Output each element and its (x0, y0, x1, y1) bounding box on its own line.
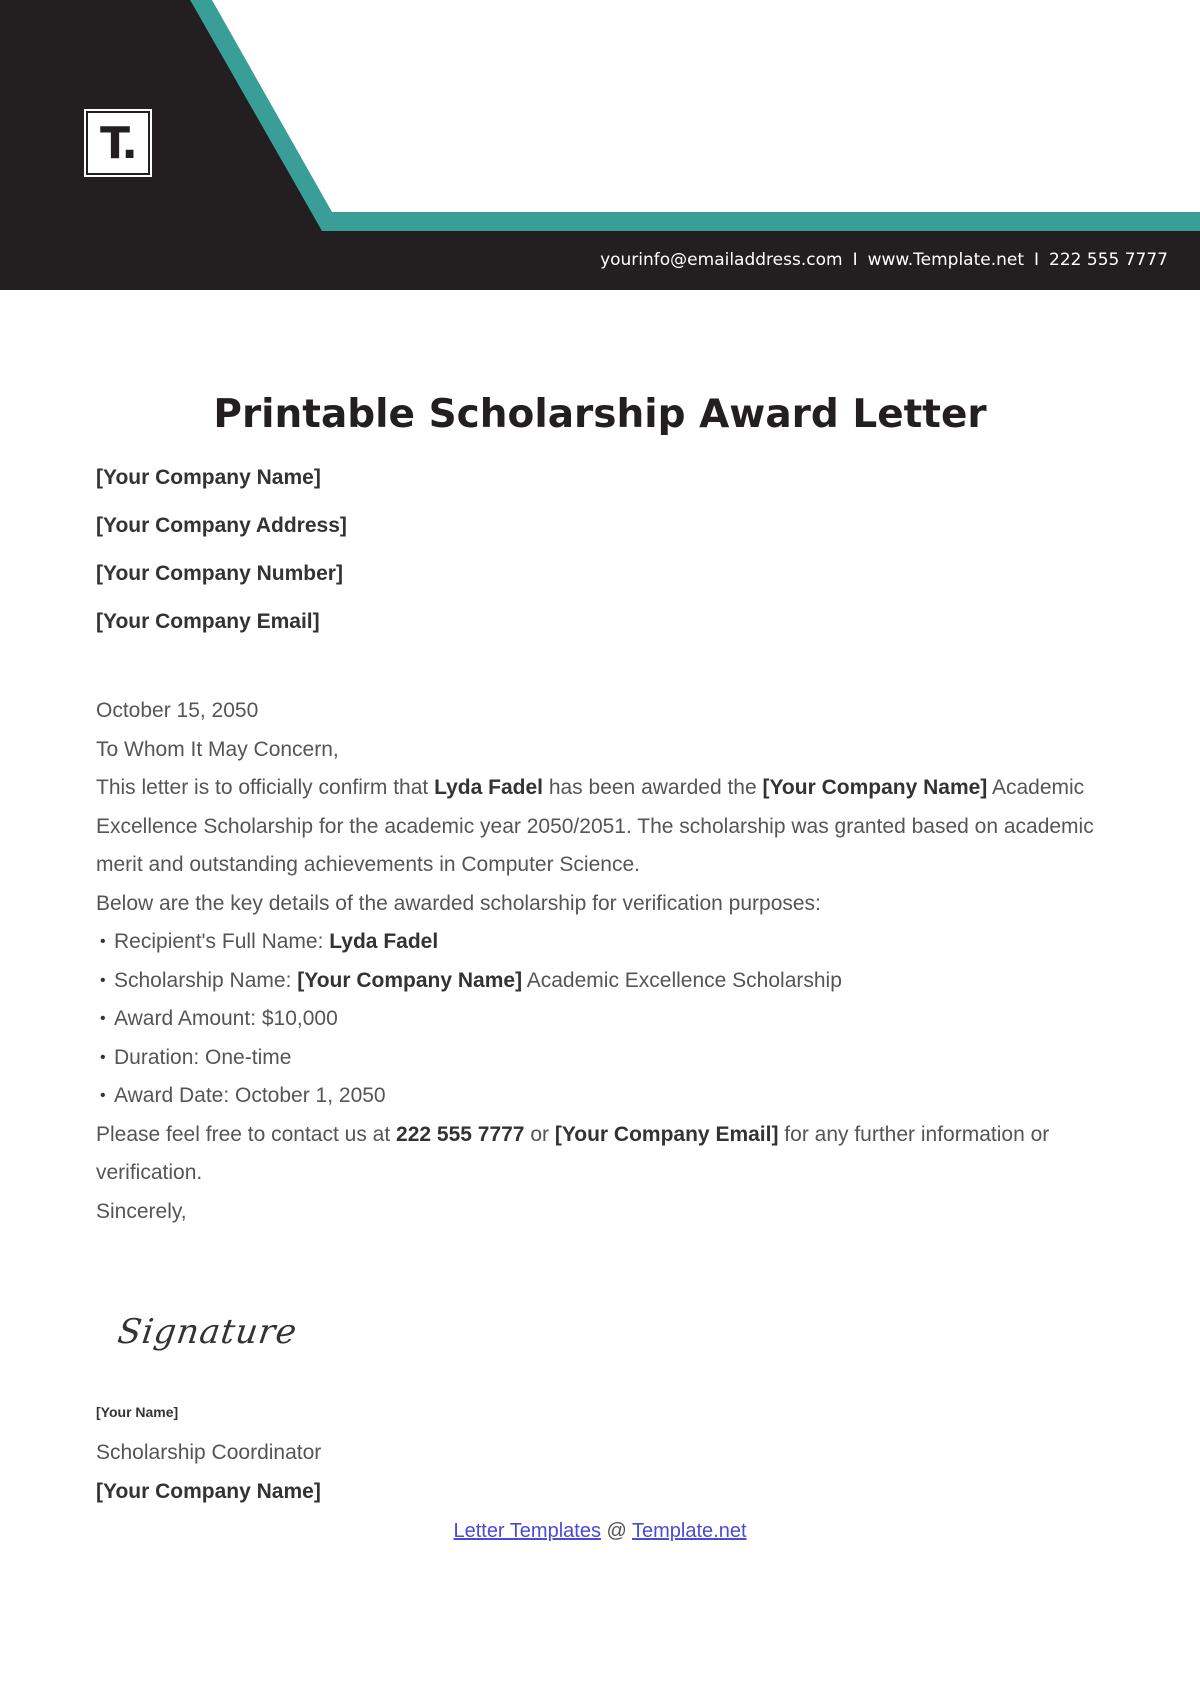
contact-email: [Your Company Email] (554, 1122, 779, 1146)
letterhead-graphic (0, 0, 1200, 290)
signer-name: [Your Name] (96, 1404, 179, 1420)
logo-text: T. (86, 111, 150, 175)
text-run: Academic Excellence Scholarship for the academic year 2050/2051. The scholarship was granted based on academic merit and outstanding achievements in Computer Science. (96, 776, 1094, 876)
letter-paragraph-1 (96, 769, 1106, 885)
footer-at: @ (600, 1520, 633, 1542)
company-logo (84, 109, 152, 177)
company-email-line: [Your Company Email] (96, 610, 320, 633)
contact-separator: I (1034, 250, 1040, 270)
letter-salutation: To Whom It May Concern, (96, 737, 339, 761)
contact-phone: 222 555 7777 (396, 1122, 525, 1146)
detail-label: Scholarship Name: (114, 968, 298, 992)
contact-separator: I (852, 250, 858, 270)
signer-company: [Your Company Name] (96, 1480, 321, 1503)
letter-paragraph-2: Below are the key details of the awarded scholarship for verification purposes: (96, 891, 821, 915)
list-item (96, 923, 1106, 962)
letter-paragraph-3 (96, 1116, 1106, 1193)
detail-value: [Your Company Name] (297, 968, 523, 992)
text-run: for any further information or verification. (96, 1122, 1050, 1184)
company-name-placeholder: [Your Company Name] (762, 776, 988, 799)
scholarship-details-list (96, 923, 1106, 1116)
text-run: or (524, 1122, 555, 1146)
list-item: • Award Amount: $10,000 (96, 1000, 1106, 1039)
company-number-line: [Your Company Number] (96, 562, 343, 585)
list-item: • Award Date: October 1, 2050 (96, 1077, 1106, 1116)
detail-label: Recipient's Full Name: (114, 930, 330, 953)
text-run: This letter is to officially confirm that (96, 776, 435, 799)
header-website: www.Template.net (867, 250, 1025, 270)
company-address-line: [Your Company Address] (96, 514, 347, 537)
text-run: Please feel free to contact us at (96, 1122, 397, 1146)
footer (0, 1520, 1200, 1543)
header-phone: 222 555 7777 (1049, 250, 1168, 270)
template-net-link[interactable]: Template.net (632, 1520, 747, 1542)
text-run: has been awarded the (542, 776, 763, 799)
detail-value: Lyda Fadel (329, 930, 439, 953)
list-item (96, 962, 1106, 1001)
document-title: Printable Scholarship Award Letter (213, 392, 987, 437)
letter-templates-link[interactable]: Letter Templates (453, 1520, 601, 1542)
letter-body (96, 462, 1106, 1231)
letter-date: October 15, 2050 (96, 699, 259, 722)
header-contact (600, 250, 1168, 270)
letterhead (0, 0, 1200, 290)
recipient-name: Lyda Fadel (434, 776, 543, 799)
detail-value: Academic Excellence Scholarship (522, 968, 842, 992)
header-email: yourinfo@emailaddress.com (600, 250, 843, 270)
signer-role: Scholarship Coordinator (96, 1441, 322, 1464)
signature: Signature (115, 1312, 300, 1352)
company-name-line: [Your Company Name] (96, 466, 321, 489)
list-item: • Duration: One-time (96, 1039, 1106, 1078)
letter-closing: Sincerely, (96, 1199, 187, 1223)
